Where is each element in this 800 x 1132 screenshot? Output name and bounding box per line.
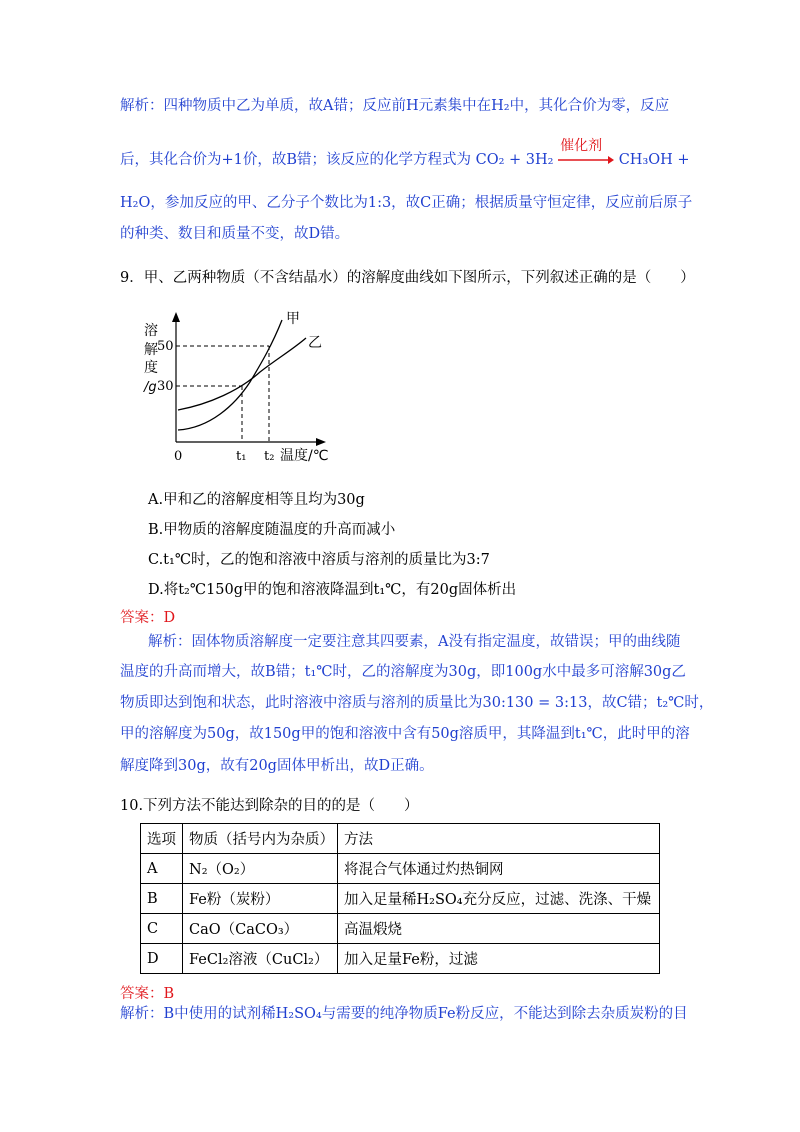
ylabel-3: 度 [144,360,158,376]
t2-label: t₂ [264,449,275,464]
ylabel-2: 解 [144,342,158,358]
q10-stem: 10.下列方法不能达到除杂的目的的是（ ） [120,798,419,814]
row-a-method: 将混合气体通过灼热铜网 [338,854,660,884]
y-axis-arrow-icon [172,312,180,322]
row-c-substance: CaO（CaCO₃） [183,914,338,944]
q8-analysis-line-1: 解析：四种物质中乙为单质，故A错；反应前H元素集中在H₂中，其化合价为零，反应 [120,98,670,114]
q10-table [140,823,660,974]
row-c-method: 高温煅烧 [338,914,660,944]
ylabel-1: 溶 [144,323,158,339]
table-row [141,944,660,974]
x-axis-arrow-icon [316,438,326,446]
arrow-icon [558,150,614,170]
ylabel-4: /g [144,380,157,395]
row-b-method: 加入足量稀H₂SO₄充分反应，过滤、洗涤、干燥 [338,884,660,914]
table-header-row [141,824,660,854]
catalyst-label: 催化剂 [560,138,603,154]
table-row [141,884,660,914]
q9-option-a: A.甲和乙的溶解度相等且均为30g [148,492,365,508]
label-jia: 甲 [286,311,300,327]
reaction-arrow [558,138,614,170]
q9-stem: 9．甲、乙两种物质（不含结晶水）的溶解度曲线如下图所示，下列叙述正确的是（ ） [120,270,695,286]
tick-30: 30 [157,379,174,394]
header-method: 方法 [338,824,660,854]
t1-label: t₁ [236,449,247,464]
row-a-option: A [141,854,183,884]
table-row [141,914,660,944]
header-option: 选项 [141,824,183,854]
q9-option-c: C.t₁℃时，乙的饱和溶液中溶质与溶剂的质量比为3:7 [148,552,490,568]
q9-analysis-line-5: 解度降到30g，故有20g固体甲析出，故D正确。 [120,758,434,774]
q8-analysis-line-2b: CH₃OH + [618,152,690,168]
q9-option-d: D.将t₂℃150g甲的饱和溶液降温到t₁℃，有20g固体析出 [148,582,517,598]
row-d-substance: FeCl₂溶液（CuCl₂） [183,944,338,974]
curve-jia [178,320,282,430]
q8-analysis-line-4: 的种类、数目和质量不变，故D错。 [120,226,350,242]
row-b-substance: Fe粉（炭粉） [183,884,338,914]
solubility-graph [140,310,340,470]
q9-answer: 答案：D [120,610,176,626]
tick-50: 50 [157,339,174,354]
q9-analysis-line-4: 甲的溶解度为50g，故150g甲的饱和溶液中含有50g溶质甲，其降温到t₁℃，此时甲的溶 [120,726,690,742]
row-d-option: D [141,944,183,974]
q8-analysis-line-2 [120,138,690,170]
q8-analysis-line-2a: 后，其化合价为+1价，故B错；该反应的化学方程式为 CO₂ + 3H₂ [120,152,554,168]
table-row [141,854,660,884]
row-c-option: C [141,914,183,944]
header-substance: 物质（括号内为杂质） [183,824,338,854]
xlabel: 温度/℃ [280,448,329,464]
row-d-method: 加入足量Fe粉，过滤 [338,944,660,974]
curve-yi [178,338,306,410]
origin-label: 0 [174,449,183,464]
q9-analysis-line-1: 解析：固体物质溶解度一定要注意其四要素，A没有指定温度，故错误；甲的曲线随 [148,634,681,650]
q10-analysis: 解析：B中使用的试剂稀H₂SO₄与需要的纯净物质Fe粉反应，不能达到除去杂质炭粉的目 [120,1006,688,1022]
row-b-option: B [141,884,183,914]
q9-analysis-line-3: 物质即达到饱和状态，此时溶液中溶质与溶剂的质量比为30:130 = 3:13，故C错；t₂℃时， [120,695,714,711]
q10-answer: 答案：B [120,986,175,1002]
q8-analysis-line-3: H₂O，参加反应的甲、乙分子个数比为1:3，故C正确；根据质量守恒定律，反应前后原子 [120,195,693,211]
q9-option-b: B.甲物质的溶解度随温度的升高而减小 [148,522,396,538]
label-yi: 乙 [308,335,322,351]
q9-analysis-line-2: 温度的升高而增大，故B错；t₁℃时，乙的溶解度为30g，即100g水中最多可溶解30g乙 [120,664,686,680]
row-a-substance: N₂（O₂） [183,854,338,884]
